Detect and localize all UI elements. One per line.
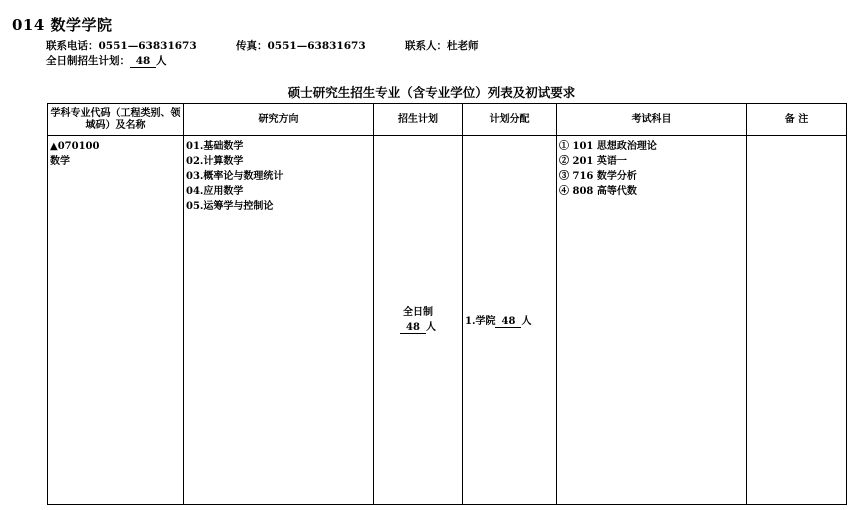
phone-number: 0551—63831673 xyxy=(98,40,197,52)
plan-label: 全日制招生计划： xyxy=(46,55,130,67)
row-plan-unit: 人 xyxy=(426,322,436,333)
table-title: 硕士研究生招生专业（含专业学位）列表及初试要求 xyxy=(287,85,576,100)
exams-cell xyxy=(557,136,747,505)
exam-item: ② 201 英语一 xyxy=(559,156,627,167)
exam-item: ① 101 思想政治理论 xyxy=(559,141,657,152)
enrollment-plan-line xyxy=(46,53,167,68)
column-header-allocation: 计划分配 xyxy=(463,104,557,136)
plan-count-line xyxy=(374,320,462,335)
admissions-table xyxy=(47,103,847,505)
contact-info-line xyxy=(46,38,478,53)
major-code: ▲070100 xyxy=(50,141,100,152)
row-plan-count: 48 xyxy=(400,322,426,334)
direction-item: 02.计算数学 xyxy=(186,156,244,167)
table-header-row xyxy=(48,104,847,136)
code-cell xyxy=(48,136,184,505)
plan-type: 全日制 xyxy=(403,307,433,318)
direction-item: 03.概率论与数理统计 xyxy=(186,171,284,182)
table-row xyxy=(48,136,847,505)
contact-label: 联系人： xyxy=(404,40,447,52)
column-header-plan: 招生计划 xyxy=(374,104,463,136)
allocation-unit: 人 xyxy=(521,316,532,327)
column-header-exams: 考试科目 xyxy=(557,104,747,136)
direction-item: 01.基础数学 xyxy=(186,141,244,152)
allocation-cell xyxy=(463,136,557,505)
fax-label: 传真： xyxy=(235,40,268,52)
contact-person: 杜老师 xyxy=(446,40,479,52)
phone-label: 联系电话： xyxy=(46,40,99,52)
column-header-direction: 研究方向 xyxy=(184,104,374,136)
plan-count: 48 xyxy=(130,56,156,68)
exam-item: ④ 808 高等代数 xyxy=(559,186,637,197)
college-title: 014 数学学院 xyxy=(12,16,113,34)
exam-item: ③ 716 数学分析 xyxy=(559,171,637,182)
direction-item: 05.运筹学与控制论 xyxy=(186,201,274,212)
direction-cell xyxy=(184,136,374,505)
major-name: 数学 xyxy=(50,156,70,167)
column-header-code: 学科专业代码（工程类别、领域码）及名称 xyxy=(48,104,184,136)
fax-number: 0551—63831673 xyxy=(267,40,366,52)
allocation-count: 48 xyxy=(495,316,521,328)
plan-unit: 人 xyxy=(156,55,167,67)
allocation-prefix: 1.学院 xyxy=(465,316,496,327)
plan-cell xyxy=(374,136,463,505)
remark-cell xyxy=(747,136,847,505)
column-header-remark: 备 注 xyxy=(747,104,847,136)
direction-item: 04.应用数学 xyxy=(186,186,244,197)
